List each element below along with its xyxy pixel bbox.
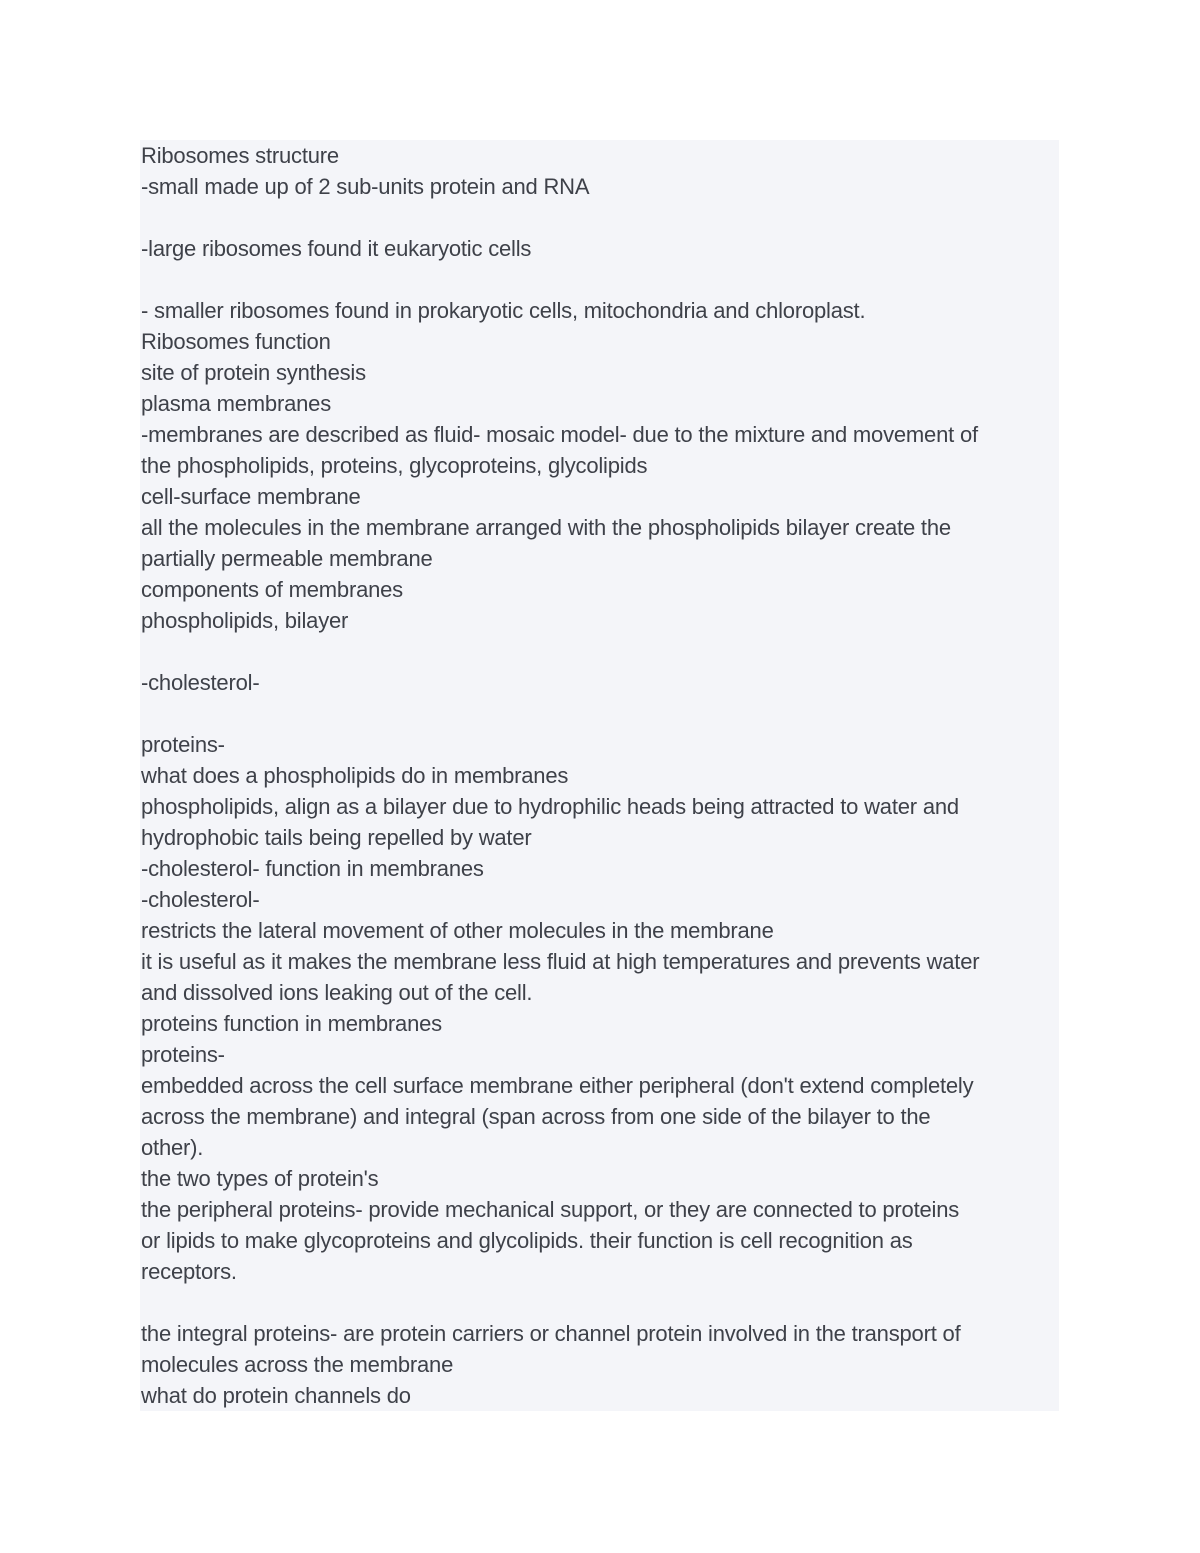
text-line: -cholesterol- [141, 670, 260, 695]
blank-line [141, 636, 1061, 667]
text-line: components of membranes [141, 577, 403, 602]
text-line: hydrophobic tails being repelled by water [141, 825, 532, 850]
text-line: site of protein synthesis [141, 360, 366, 385]
text-line: proteins- [141, 1042, 225, 1067]
text-line: what does a phospholipids do in membranes [141, 763, 569, 788]
text-line: what do protein channels do [141, 1383, 411, 1408]
text-line: phospholipids, bilayer [141, 608, 349, 633]
blank-line [141, 698, 1061, 729]
blank-line [141, 202, 1061, 233]
text-line: -cholesterol- [141, 887, 260, 912]
text-line: -small made up of 2 sub-units protein and RNA [141, 174, 590, 199]
text-line: Ribosomes function [141, 329, 331, 354]
text-line: it is useful as it makes the membrane less fluid at high temperatures and prevents water [141, 949, 980, 974]
text-line: phospholipids, align as a bilayer due to hydrophilic heads being attracted to water and [141, 794, 959, 819]
text-line: and dissolved ions leaking out of the cell. [141, 980, 533, 1005]
text-line: embedded across the cell surface membrane either peripheral (don't extend completely [141, 1073, 974, 1098]
text-line: - smaller ribosomes found in prokaryotic cells, mitochondria and chloroplast. [141, 298, 866, 323]
text-line: or lipids to make glycoproteins and glycolipids. their function is cell recognition as [141, 1228, 913, 1253]
text-line: the two types of protein's [141, 1166, 379, 1191]
notes-text [141, 140, 1061, 1411]
text-line: -cholesterol- function in membranes [141, 856, 484, 881]
text-line: all the molecules in the membrane arranged with the phospholipids bilayer create the [141, 515, 951, 540]
text-line: the integral proteins- are protein carriers or channel protein involved in the transport of [141, 1321, 961, 1346]
text-line: proteins- [141, 732, 225, 757]
text-line: other). [141, 1135, 204, 1160]
blank-line [141, 1287, 1061, 1318]
text-line: receptors. [141, 1259, 237, 1284]
text-line: plasma membranes [141, 391, 331, 416]
blank-line [141, 264, 1061, 295]
text-line: the phospholipids, proteins, glycoproteins, glycolipids [141, 453, 648, 478]
text-line: restricts the lateral movement of other molecules in the membrane [141, 918, 774, 943]
text-line: cell-surface membrane [141, 484, 361, 509]
text-line: the peripheral proteins- provide mechanical support, or they are connected to proteins [141, 1197, 960, 1222]
text-line: partially permeable membrane [141, 546, 433, 571]
text-line: -large ribosomes found it eukaryotic cells [141, 236, 532, 261]
text-line: across the membrane) and integral (span across from one side of the bilayer to the [141, 1104, 931, 1129]
text-line: molecules across the membrane [141, 1352, 454, 1377]
text-line: -membranes are described as fluid- mosaic model- due to the mixture and movement of [141, 422, 978, 447]
text-line: Ribosomes structure [141, 143, 339, 168]
text-line: proteins function in membranes [141, 1011, 442, 1036]
